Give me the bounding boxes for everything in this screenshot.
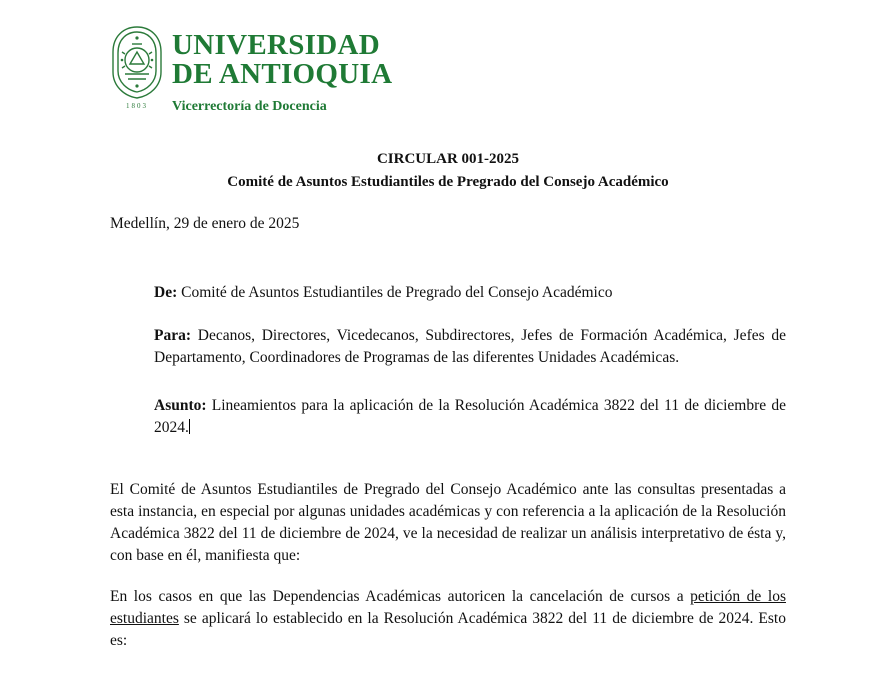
date-line: Medellín, 29 de enero de 2025 — [110, 215, 300, 232]
text-cursor — [189, 419, 190, 434]
university-name-line-2: DE ANTIOQUIA — [172, 58, 393, 90]
committee-title: Comité de Asuntos Estudiantiles de Pregrado del Consejo Académico — [227, 174, 669, 190]
from-label: De: — [154, 284, 178, 301]
body-paragraph-1: El Comité de Asuntos Estudiantiles de Pregrado del Consejo Académico ante las consultas presentadas a esta instancia, en especial por algunas unidades académicas y con referencia a la aplicación de la Resolución Académica 3822 del 11 de diciembre de 2024, ve la necesidad de realizar un análisis interpretativo de ésta y, con base en él, manifiesta que: — [110, 481, 786, 564]
body-paragraph-2 — [110, 586, 786, 652]
subject-value[interactable]: Lineamientos para la aplicación de la Resolución Académica 3822 del 11 de diciembre de 2024. — [154, 397, 786, 436]
to-label: Para: — [154, 327, 192, 344]
subject-label: Asunto: — [154, 397, 207, 414]
to-value: Decanos, Directores, Vicedecanos, Subdirectores, Jefes de Formación Académica, Jefes de Departamento, Coordinadores de Programas de las diferentes Unidades Académicas. — [154, 327, 786, 366]
university-seal-icon — [110, 24, 164, 100]
paragraph-2-text-end: se aplicará lo establecido en la Resolución Académica 3822 del 11 de diciembre de 2024. Esto es: — [110, 610, 786, 649]
university-logo — [110, 24, 410, 120]
underlined-phrase: petición de los estudiantes — [110, 588, 786, 627]
seal-year: 1803 — [126, 102, 148, 110]
subject-field — [154, 395, 786, 439]
university-name-line-1: UNIVERSIDAD — [172, 29, 380, 61]
to-field — [154, 325, 786, 369]
circular-number: CIRCULAR 001-2025 — [376, 151, 520, 167]
from-field — [154, 282, 786, 304]
office-name: Vicerrectoría de Docencia — [172, 99, 327, 114]
from-value: Comité de Asuntos Estudiantiles de Pregrado del Consejo Académico — [181, 284, 613, 301]
paragraph-2-text-start: En los casos en que las Dependencias Académicas autoricen la cancelación de cursos a — [110, 588, 691, 605]
